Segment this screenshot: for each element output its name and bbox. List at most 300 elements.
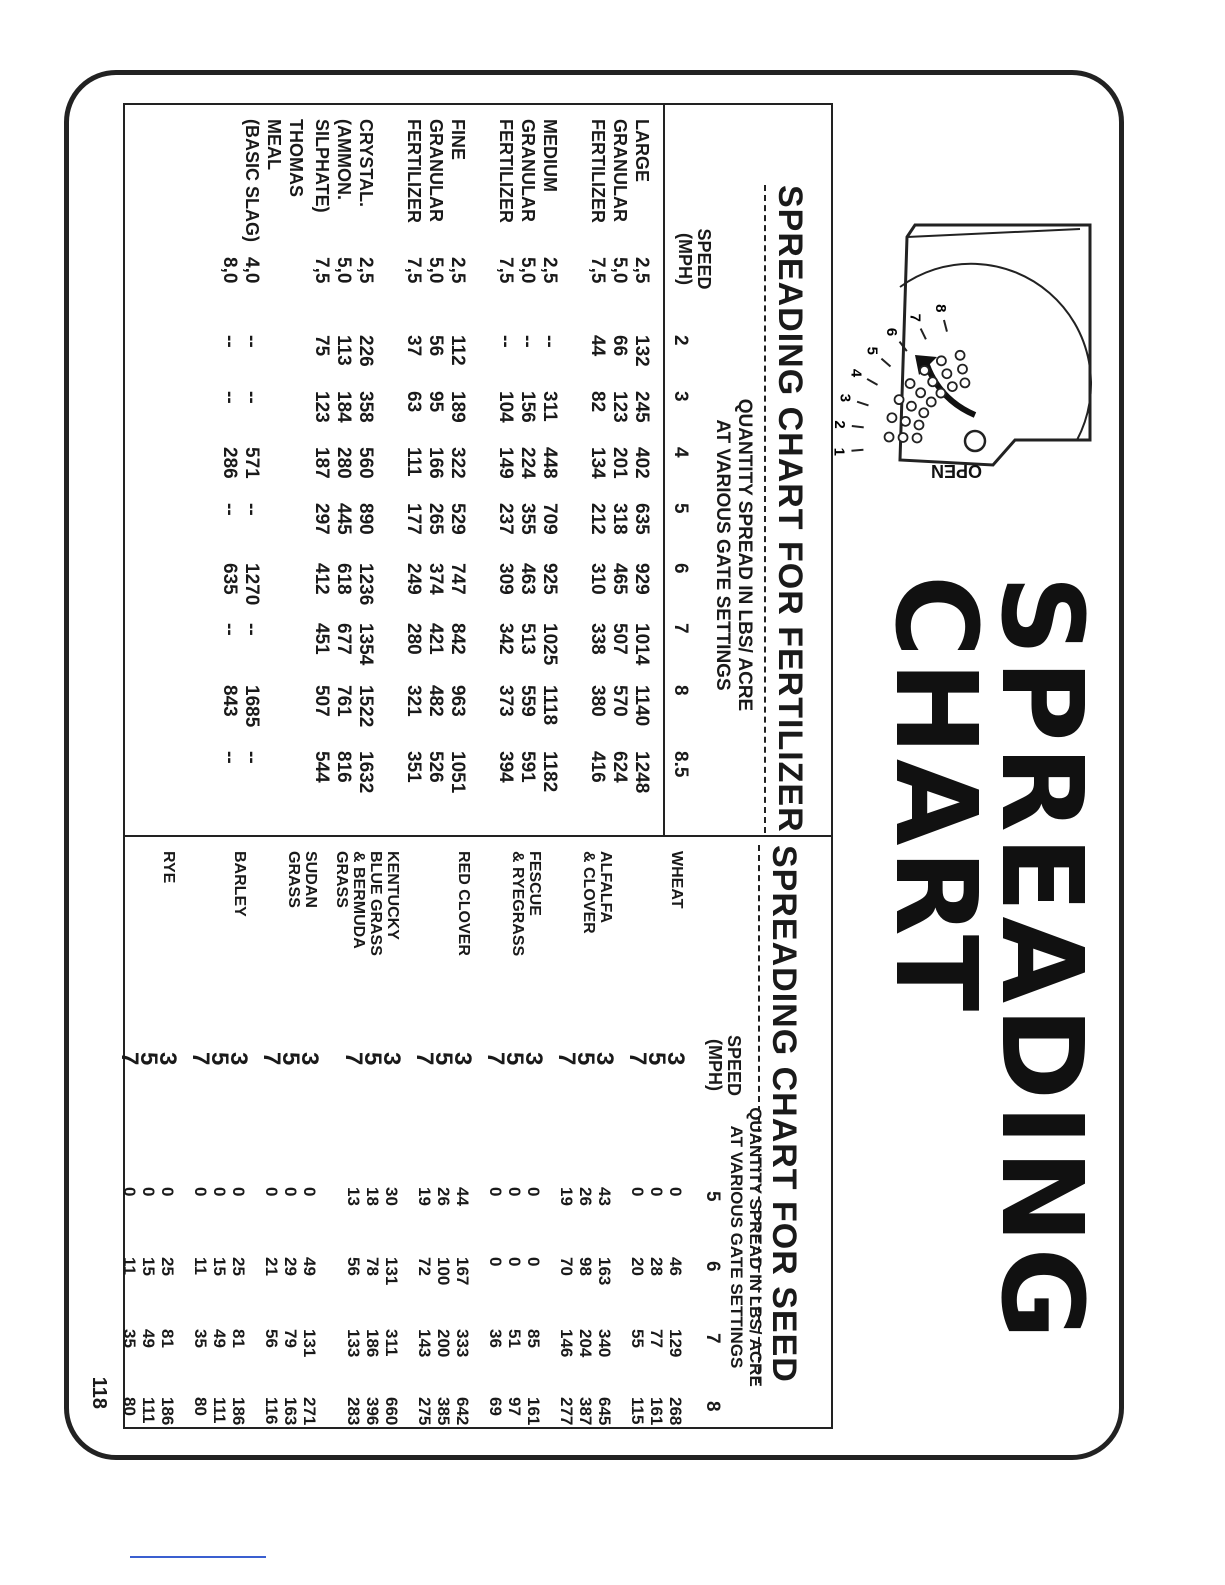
seed-row-speed: 3 xyxy=(662,1052,689,1066)
seed-cell: 49 xyxy=(300,1257,319,1276)
seed-material-name: GRASS xyxy=(285,851,302,908)
seed-title: SPREADING CHART FOR SEED xyxy=(765,845,803,1383)
seed-cell: 15 xyxy=(210,1257,229,1276)
subtitle-line: AT VARIOUS GATE SETTINGS xyxy=(727,1125,746,1369)
gate-hole xyxy=(948,382,957,391)
fertilizer-cell: -- xyxy=(517,335,538,348)
fertilizer-material-name: GRANULAR xyxy=(426,119,446,222)
fertilizer-cell: 1014 xyxy=(631,623,652,666)
seed-cell: 25 xyxy=(158,1257,177,1276)
gate-hole xyxy=(927,397,936,406)
seed-material-name: KENTUCKY xyxy=(384,851,401,940)
main-title-line: SPREADING xyxy=(976,575,1106,1344)
fertilizer-cell: 123 xyxy=(609,391,630,423)
spreading-chart-sheet xyxy=(64,70,1124,1460)
seed-row-speed: 7 xyxy=(258,1052,285,1066)
seed-material-name: & BERMUDA xyxy=(350,851,367,949)
fertilizer-cell: 82 xyxy=(587,391,608,413)
fertilizer-gate-header: 2 xyxy=(670,335,691,346)
seed-cell: 186 xyxy=(363,1329,382,1358)
fertilizer-cell: 63 xyxy=(403,391,424,413)
seed-row-speed: 3 xyxy=(378,1052,405,1066)
fertilizer-cell: -- xyxy=(539,335,560,348)
seed-cell: 271 xyxy=(300,1397,319,1426)
seed-row-speed: 7 xyxy=(116,1052,143,1066)
fertilizer-row-speed: 2,5 xyxy=(539,257,560,284)
fertilizer-cell: 184 xyxy=(333,391,354,423)
fertilizer-cell: 709 xyxy=(539,503,560,535)
seed-cell: 19 xyxy=(557,1187,576,1206)
seed-material-name: BARLEY xyxy=(231,851,248,917)
fertilizer-cell: 149 xyxy=(495,447,516,479)
page-number: 118 xyxy=(88,1376,110,1409)
seed-material-name: GRASS xyxy=(333,851,350,908)
fertilizer-cell: 635 xyxy=(631,503,652,535)
fertilizer-cell: 526 xyxy=(425,751,446,783)
fertilizer-cell: 1248 xyxy=(631,751,652,794)
seed-cell: 204 xyxy=(576,1329,595,1358)
seed-cell: 0 xyxy=(210,1187,229,1197)
seed-cell: 56 xyxy=(262,1329,281,1348)
seed-cell: 283 xyxy=(344,1397,363,1426)
fertilizer-cell: 66 xyxy=(609,335,630,357)
fertilizer-gate-header: 3 xyxy=(670,391,691,402)
seed-cell: 51 xyxy=(505,1329,524,1348)
fertilizer-cell: 635 xyxy=(219,563,240,595)
seed-row-speed: 7 xyxy=(553,1052,580,1066)
seed-material-name: SUDAN xyxy=(302,851,319,908)
gate-hole xyxy=(907,402,916,411)
gate-hole xyxy=(899,433,908,442)
fertilizer-gate-header: 5 xyxy=(670,503,691,514)
seed-material-name: FESCUE xyxy=(526,851,543,916)
gate-hole xyxy=(942,369,951,378)
seed-cell: 20 xyxy=(628,1257,647,1276)
seed-cell: 0 xyxy=(666,1187,685,1197)
seed-cell: 36 xyxy=(486,1329,505,1348)
seed-cell: 15 xyxy=(139,1257,158,1276)
seed-material-name: RYE xyxy=(160,851,177,884)
fertilizer-row-speed: 5,0 xyxy=(425,257,446,284)
seed-cell: 11 xyxy=(120,1257,139,1275)
gate-tick xyxy=(944,320,947,332)
fertilizer-cell: 963 xyxy=(447,685,468,717)
seed-cell: 80 xyxy=(120,1397,139,1416)
seed-gate-header: 8 xyxy=(702,1401,723,1412)
fertilizer-cell: 111 xyxy=(403,447,424,477)
seed-cell: 0 xyxy=(262,1187,281,1197)
fertilizer-cell: -- xyxy=(219,751,240,764)
seed-cell: 0 xyxy=(300,1187,319,1197)
gate-hole xyxy=(914,420,923,429)
seed-cell: 100 xyxy=(434,1257,453,1286)
seed-cell: 146 xyxy=(557,1329,576,1358)
seed-row-speed: 7 xyxy=(340,1052,367,1066)
seed-cell: 167 xyxy=(453,1257,472,1286)
fertilizer-cell: -- xyxy=(219,503,240,516)
fertilizer-cell: 280 xyxy=(403,623,424,655)
fertilizer-cell: 843 xyxy=(219,685,240,717)
fertilizer-cell: 309 xyxy=(495,563,516,595)
gate-hole xyxy=(960,378,969,387)
fertilizer-cell: 189 xyxy=(447,391,468,423)
fertilizer-material-name: GRANULAR xyxy=(518,119,538,222)
fertilizer-cell: 570 xyxy=(609,685,630,717)
seed-row-speed: 7 xyxy=(482,1052,509,1066)
fertilizer-cell: 677 xyxy=(333,623,354,655)
fertilizer-cell: 380 xyxy=(587,685,608,717)
seed-row-speed: 5 xyxy=(206,1052,233,1066)
fertilizer-row-speed: 2,5 xyxy=(355,257,376,284)
gate-setting-label: 1 xyxy=(830,447,848,457)
fertilizer-cell: 212 xyxy=(587,503,608,535)
fertilizer-cell: 56 xyxy=(425,335,446,357)
seed-cell: 25 xyxy=(229,1257,248,1276)
gate-pivot-hole xyxy=(965,431,985,451)
gate-setting-label: 2 xyxy=(830,420,848,429)
fertilizer-cell: 761 xyxy=(333,685,354,717)
seed-gate-header: 6 xyxy=(702,1261,723,1272)
seed-header xyxy=(701,837,831,1429)
seed-gate-header: 5 xyxy=(702,1191,723,1202)
seed-cell: 72 xyxy=(415,1257,434,1276)
gate-tick xyxy=(851,450,863,451)
seed-cell: 0 xyxy=(158,1187,177,1197)
seed-cell: 0 xyxy=(229,1187,248,1197)
subtitle-line: QUANTITY SPREAD IN LBS/ ACRE xyxy=(746,1107,765,1387)
seed-row-speed: 5 xyxy=(643,1052,670,1066)
fertilizer-cell: 448 xyxy=(539,447,560,479)
seed-cell: 29 xyxy=(281,1257,300,1276)
fertilizer-material-name: (AMMON. xyxy=(334,119,354,200)
fertilizer-cell: 451 xyxy=(311,623,332,655)
speed-label-line: SPEED xyxy=(724,1035,744,1097)
fertilizer-cell: 318 xyxy=(609,503,630,535)
fertilizer-cell: 394 xyxy=(495,751,516,783)
seed-cell: 277 xyxy=(557,1397,576,1426)
fertilizer-cell: 286 xyxy=(219,447,240,479)
seed-cell: 43 xyxy=(595,1187,614,1206)
fertilizer-row-speed: 2,5 xyxy=(447,257,468,284)
seed-row-speed: 3 xyxy=(449,1052,476,1066)
fertilizer-cell: 226 xyxy=(355,335,376,367)
fertilizer-cell: 402 xyxy=(631,447,652,479)
fertilizer-cell: 342 xyxy=(495,623,516,655)
fertilizer-gate-header: 7 xyxy=(670,623,691,634)
gate-setting-label: 4 xyxy=(847,368,865,378)
fertilizer-cell: -- xyxy=(241,751,262,764)
seed-cell: 129 xyxy=(666,1329,685,1358)
gate-hole xyxy=(937,356,946,365)
fertilizer-cell: 177 xyxy=(403,503,424,535)
seed-cell: 81 xyxy=(229,1329,248,1348)
fertilizer-cell: 297 xyxy=(311,503,332,535)
fertilizer-cell: -- xyxy=(219,335,240,348)
seed-cell: 0 xyxy=(191,1187,210,1197)
seed-cell: 396 xyxy=(363,1397,382,1426)
fertilizer-material-name: MEDIUM xyxy=(540,119,560,192)
fertilizer-material-name: FINE xyxy=(448,119,468,161)
fertilizer-row-speed: 5,0 xyxy=(333,257,354,284)
seed-material-name: & RYEGRASS xyxy=(509,851,526,957)
seed-row-speed: 7 xyxy=(411,1052,438,1066)
seed-row-speed: 5 xyxy=(430,1052,457,1066)
seed-cell: 275 xyxy=(415,1397,434,1426)
fertilizer-row-speed: 7,5 xyxy=(311,257,332,284)
fertilizer-speed-label xyxy=(675,227,713,291)
fertilizer-cell: 237 xyxy=(495,503,516,535)
seed-cell: 143 xyxy=(415,1329,434,1358)
gate-setting-label: 6 xyxy=(883,327,901,337)
seed-row-speed: 5 xyxy=(135,1052,162,1066)
fertilizer-cell: 591 xyxy=(517,751,538,783)
seed-material-name: BLUE GRASS xyxy=(367,851,384,956)
fertilizer-cell: 416 xyxy=(587,751,608,783)
seed-cell: 111 xyxy=(210,1397,229,1424)
fertilizer-cell: 374 xyxy=(425,563,446,595)
seed-cell: 77 xyxy=(647,1329,666,1348)
fertilizer-subtitle xyxy=(711,345,755,765)
fertilizer-material-name: FERTILIZER xyxy=(496,119,516,223)
seed-cell: 333 xyxy=(453,1329,472,1358)
subtitle-line: AT VARIOUS GATE SETTINGS xyxy=(712,419,733,691)
seed-cell: 13 xyxy=(344,1187,363,1206)
seed-material-name: & CLOVER xyxy=(580,851,597,934)
fertilizer-gate-header: 4 xyxy=(670,447,691,458)
seed-cell: 19 xyxy=(415,1187,434,1206)
seed-cell: 133 xyxy=(344,1329,363,1358)
fertilizer-cell: -- xyxy=(219,391,240,404)
fertilizer-cell: 166 xyxy=(425,447,446,479)
seed-material-name: WHEAT xyxy=(668,851,685,909)
fertilizer-material-name: FERTILIZER xyxy=(588,119,608,223)
fertilizer-cell: 112 xyxy=(447,335,468,366)
seed-row-speed: 3 xyxy=(154,1052,181,1066)
gate-setting-label: 3 xyxy=(836,393,854,403)
fertilizer-cell: 373 xyxy=(495,685,516,717)
seed-cell: 200 xyxy=(434,1329,453,1358)
fertilizer-cell: 123 xyxy=(311,391,332,423)
seed-cell: 642 xyxy=(453,1397,472,1426)
speed-label-line: SPEED xyxy=(694,228,714,290)
seed-row-speed: 7 xyxy=(624,1052,651,1066)
gate-hole xyxy=(895,395,904,404)
fertilizer-cell: 507 xyxy=(609,623,630,655)
seed-cell: 385 xyxy=(434,1397,453,1426)
seed-cell: 116 xyxy=(262,1397,281,1425)
fertilizer-cell: 1522 xyxy=(355,685,376,728)
fertilizer-material-name: FERTILIZER xyxy=(404,119,424,223)
fertilizer-cell: -- xyxy=(241,503,262,516)
fertilizer-cell: 1051 xyxy=(447,751,468,794)
fertilizer-cell: 249 xyxy=(403,563,424,595)
fertilizer-header xyxy=(663,105,831,835)
fertilizer-cell: 560 xyxy=(355,447,376,479)
fertilizer-cell: 1025 xyxy=(539,623,560,666)
fertilizer-cell: 322 xyxy=(447,447,468,479)
fertilizer-row-speed: 8,0 xyxy=(219,257,240,284)
seed-cell: 0 xyxy=(281,1187,300,1197)
seed-cell: 340 xyxy=(595,1329,614,1358)
fertilizer-cell: 245 xyxy=(631,391,652,423)
fertilizer-cell: 890 xyxy=(355,503,376,535)
seed-section xyxy=(116,837,831,1429)
gate-hole xyxy=(958,365,967,374)
fertilizer-cell: 571 xyxy=(241,447,262,479)
fertilizer-cell: 513 xyxy=(517,623,538,655)
gate-hole xyxy=(928,377,937,386)
gate-hole xyxy=(920,366,929,375)
fertilizer-gate-header: 8.5 xyxy=(670,751,691,778)
fertilizer-title: SPREADING CHART FOR FERTILIZER xyxy=(771,185,809,833)
gate-tick xyxy=(881,359,890,367)
fertilizer-cell: 95 xyxy=(425,391,446,413)
fertilizer-cell: -- xyxy=(241,335,262,348)
gate-setting-label: 7 xyxy=(906,313,924,322)
seed-cell: 26 xyxy=(576,1187,595,1206)
seed-cell: 0 xyxy=(120,1187,139,1197)
gate-hole xyxy=(906,379,915,388)
fertilizer-cell: 132 xyxy=(631,335,652,367)
fertilizer-row-speed: 2,5 xyxy=(631,257,652,284)
fertilizer-row-speed: 5,0 xyxy=(609,257,630,284)
gate-setting-label: 8 xyxy=(931,304,949,313)
fertilizer-cell: 280 xyxy=(333,447,354,479)
seed-subtitle xyxy=(727,1067,765,1427)
seed-cell: 30 xyxy=(382,1187,401,1206)
seed-gate-header: 7 xyxy=(702,1333,723,1344)
gate-hole xyxy=(913,433,922,442)
seed-cell: 21 xyxy=(262,1257,281,1276)
seed-row-speed: 3 xyxy=(520,1052,547,1066)
seed-cell: 0 xyxy=(505,1187,524,1197)
subtitle-line: QUANTITY SPREAD IN LBS/ ACRE xyxy=(734,398,755,712)
fertilizer-cell: 113 xyxy=(333,335,354,366)
fertilizer-cell: 544 xyxy=(311,751,332,783)
fertilizer-cell: 412 xyxy=(311,563,332,595)
gate-hole xyxy=(885,432,894,441)
seed-cell: 186 xyxy=(229,1397,248,1426)
fertilizer-material-name: SILPHATE) xyxy=(312,119,332,213)
seed-cell: 56 xyxy=(344,1257,363,1276)
fertilizer-cell: 201 xyxy=(609,447,630,479)
seed-row-speed: 3 xyxy=(591,1052,618,1066)
seed-cell: 0 xyxy=(486,1187,505,1197)
fertilizer-cell: 265 xyxy=(425,503,446,535)
gate-setting-label: 5 xyxy=(863,346,881,355)
fertilizer-section xyxy=(125,105,831,835)
fertilizer-cell: -- xyxy=(241,391,262,404)
seed-cell: 163 xyxy=(595,1257,614,1286)
seed-cell: 26 xyxy=(434,1187,453,1206)
fertilizer-cell: 816 xyxy=(333,751,354,783)
fertilizer-cell: 187 xyxy=(311,447,332,479)
fertilizer-material-name: LARGE xyxy=(632,119,652,182)
gate-diagram xyxy=(830,215,1105,481)
fertilizer-cell: 1118 xyxy=(539,685,560,726)
seed-cell: 81 xyxy=(158,1329,177,1348)
seed-cell: 80 xyxy=(191,1397,210,1416)
seed-row-speed: 5 xyxy=(572,1052,599,1066)
seed-row-speed: 3 xyxy=(225,1052,252,1066)
seed-row-speed: 5 xyxy=(359,1052,386,1066)
fertilizer-cell: 156 xyxy=(517,391,538,423)
seed-cell: 78 xyxy=(363,1257,382,1276)
fertilizer-cell: 1685 xyxy=(241,685,262,728)
seed-cell: 35 xyxy=(191,1329,210,1348)
fertilizer-cell: 624 xyxy=(609,751,630,783)
fertilizer-cell: 310 xyxy=(587,563,608,595)
gate-tick xyxy=(867,379,877,385)
fertilizer-cell: 1140 xyxy=(631,685,652,727)
seed-cell: 311 xyxy=(382,1329,401,1357)
fertilizer-cell: 618 xyxy=(333,563,354,595)
gate-tick xyxy=(857,402,868,406)
fertilizer-cell: 321 xyxy=(403,685,424,717)
seed-cell: 49 xyxy=(210,1329,229,1348)
seed-cell: 131 xyxy=(300,1329,319,1358)
fertilizer-cell: 747 xyxy=(447,563,468,595)
fertilizer-row-speed: 7,5 xyxy=(587,257,608,284)
fertilizer-material-name: MEAL xyxy=(264,119,284,170)
fertilizer-cell: 224 xyxy=(517,447,538,479)
footer-link-underline xyxy=(130,1556,266,1558)
gate-body xyxy=(900,225,1090,465)
seed-cell: 28 xyxy=(647,1257,666,1276)
main-title-line: CHART xyxy=(870,575,1000,1016)
fertilizer-cell: 355 xyxy=(517,503,538,535)
seed-cell: 85 xyxy=(524,1329,543,1348)
fertilizer-material-name: GRANULAR xyxy=(610,119,630,222)
seed-cell: 115 xyxy=(628,1397,647,1425)
speed-label-line: (MPH) xyxy=(705,1039,725,1091)
fertilizer-cell: -- xyxy=(495,335,516,348)
seed-cell: 0 xyxy=(505,1257,524,1267)
fertilizer-cell: 507 xyxy=(311,685,332,717)
seed-speed-label xyxy=(705,1035,743,1095)
fertilizer-cell: 445 xyxy=(333,503,354,535)
seed-cell: 35 xyxy=(120,1329,139,1348)
fertilizer-cell: 75 xyxy=(311,335,332,357)
gate-hole xyxy=(887,413,896,422)
gate-hole xyxy=(916,388,925,397)
seed-cell: 11 xyxy=(191,1257,210,1275)
fertilizer-gate-header: 6 xyxy=(670,563,691,574)
fertilizer-cell: 529 xyxy=(447,503,468,535)
charts-frame xyxy=(116,103,833,1429)
seed-cell: 186 xyxy=(158,1397,177,1426)
main-title xyxy=(870,575,1106,1375)
seed-cell: 46 xyxy=(666,1257,685,1276)
seed-row-speed: 5 xyxy=(277,1052,304,1066)
seed-cell: 0 xyxy=(524,1187,543,1197)
seed-cell: 79 xyxy=(281,1329,300,1348)
fertilizer-cell: 421 xyxy=(425,623,446,655)
gate-hole xyxy=(919,408,928,417)
speed-label-line: (MPH) xyxy=(675,233,695,285)
fertilizer-cell: 44 xyxy=(587,335,608,357)
gate-hole xyxy=(901,417,910,426)
seed-row-speed: 5 xyxy=(501,1052,528,1066)
seed-cell: 70 xyxy=(557,1257,576,1276)
seed-cell: 268 xyxy=(666,1397,685,1426)
seed-cell: 0 xyxy=(647,1187,666,1197)
seed-row-speed: 3 xyxy=(296,1052,323,1066)
seed-cell: 18 xyxy=(363,1187,382,1206)
gate-tick xyxy=(852,426,864,427)
fertilizer-cell: 463 xyxy=(517,563,538,595)
seed-cell: 161 xyxy=(647,1397,666,1426)
